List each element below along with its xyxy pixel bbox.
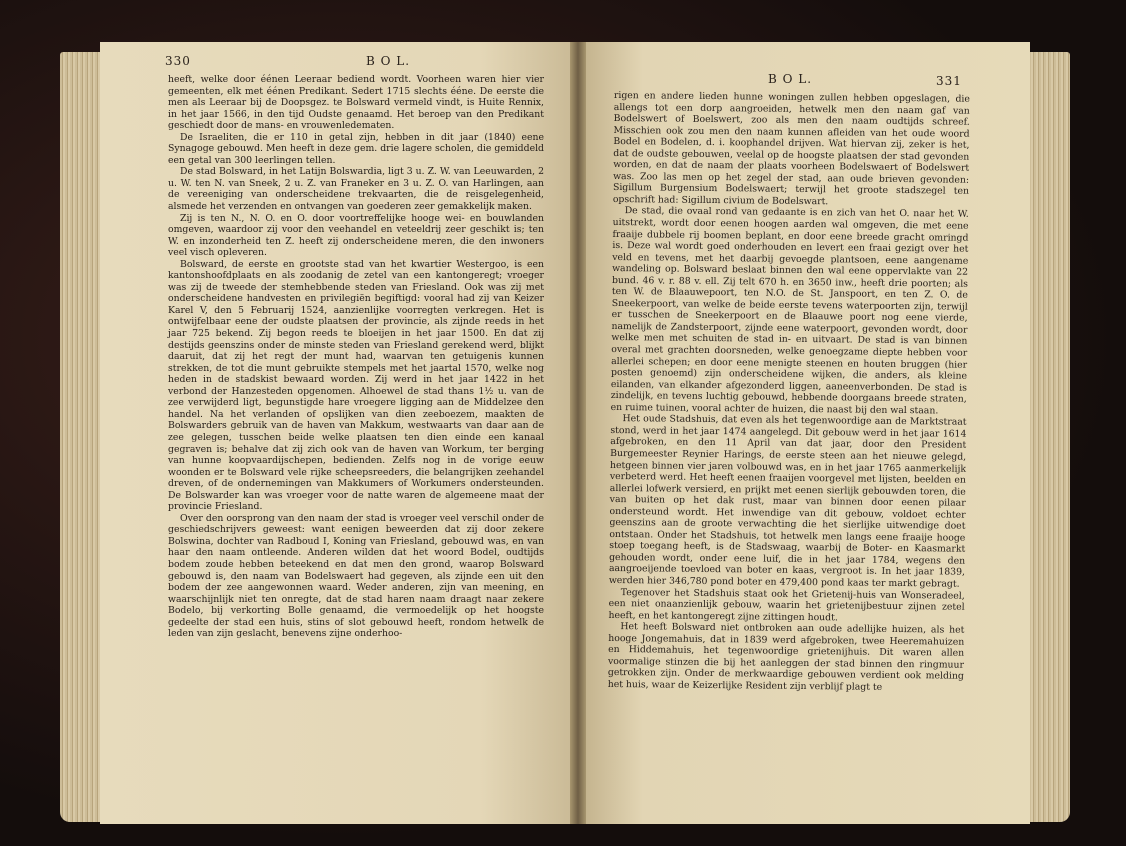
right-page-edges — [1026, 52, 1070, 822]
right-page-text — [608, 90, 970, 694]
left-page-number — [165, 54, 191, 68]
book-gutter — [570, 42, 586, 824]
paragraph: Het oude Stadshuis, dat even als het tegenwoordige aan de Marktstraat stond, werd in het jaar 1474 aangelegd. Dit gebouw werd in het jaar 1614 afgebroken, en den 11 April van dat jaar, door den President Burgemeester Reynier Harings, de eerste steen aan het nieuwe gelegd, hetgeen binnen vier jaren volbouwd was, en in het jaar 1765 aanmerkelijk verbeterd werd. Het heeft eenen fraaijen voorgevel met lijsten, beelden en allerlei lofwerk versierd, en prijkt met eenen sierlijk gebouwden toren, die van buiten op het dak rust, maar van binnen door eenen pilaar ondersteund wordt. Het inwendige van dit gebouw, voldoet echter geenszins aan de groote verwachting die het sierlijke uitwendige doet ontstaan. Onder het Stadshuis, tot hetwelk men langs eene fraaije hooge stoep toegang heeft, is de Stadswaag, waarbij de Boter- en Kaasmarkt gehouden wordt, onder eene luif, die in het jaar 1784, wegens den aangroeijende toevloed van boter en kaas, vergroot is. In het jaar 1839, werden hier 346,780 pond boter en 479,400 pond kaas ter markt gebragt. — [608, 413, 967, 590]
paragraph: Zij is ten N., N. O. en O. door voortreffelijke hooge wei- en bouwlanden omgeven, waardoor zij voor den veehandel en veteeldrij zeer geschikt is; ten W. en inzonderheid ten Z. heeft zij onderscheidene meren, die den inwoners veel visch opleveren. — [168, 212, 544, 259]
page-number-331: 331 — [936, 74, 962, 88]
paragraph: Tegenover het Stadshuis staat ook het Grietenij-huis van Wonseradeel, een niet onaanzienlijk gebouw, waarin het grietenijbestuur zijnen zetel heeft, en het kantongeregt zijne zittingen houdt. — [608, 586, 965, 623]
page-number-330: 330 — [165, 54, 191, 68]
left-running-head: B O L. — [366, 54, 411, 68]
paragraph: De Israeliten, die er 110 in getal zijn, hebben in dit jaar (1840) eene Synagoge gebouwd. Men heeft in deze gem. drie lagere scholen, die gemiddeld een getal van 300 leerlingen tellen. — [168, 131, 544, 166]
right-page-number — [936, 74, 962, 88]
paragraph: De stad, die ovaal rond van gedaante is en zich van het O. naar het W. uitstrekt, wordt door eenen hoogen aarden wal omgeven, die met eene fraaije dubbele rij boomen beplant, en door eene breede gracht omringd is. Deze wal wordt goed onderhouden en levert een fraai gezigt over het veld en tevens, met het daarbij gevoegde plantsoen, eene aangename wandeling op. Bolsward beslaat binnen den wal eene oppervlakte van 22 bund. 46 v. r. 88 v. ell. Zij telt 670 h. en 3650 inw., heeft drie poorten; als ten W. de Blaauwepoort, ten N.O. de St. Janspoort, en ten Z. O. de Sneekerpoort, van welke de beide eerste tevens waterpoorten zijn, terwijl er tusschen de Sneekerpoort en de Blaauwe poort nog eene vierde, namelijk de Zandsterpoort, zijnde eene waterpoort, gevonden wordt, door welke men met schuiten de stad in- en uitvaart. De stad is van binnen overal met grachten doorsneden, welke genoegzame diepte hebben voor allerlei schepen; en door eene menigte steenen en houten bruggen (hier posten genoemd) zijn onderscheidene wijken, die anders, als kleine eilanden, van elkander afgezonderd liggen, aaneenverbonden. De stad is zindelijk, en tevens luchtig gebouwd, hebbende doorgaans breede straten, en ruime tuinen, vooral achter de huizen, die naast bij den wal staan. — [610, 205, 969, 417]
paragraph: Bolsward, de eerste en grootste stad van het kwartier Westergoo, is een kantonshoofdplaats en als zoodanig de zetel van een kantongeregt; vroeger was zij de tweede der stemhebbende steden van Friesland. Ook was zij met onderscheidene handvesten en privilegiën begiftigd: vooral had zij van Keizer Karel V, den 5 Februarij 1524, aanzienlijke voorregten verkregen. Het is ontwijfelbaar eene der oudste plaatsen der provincie, als zijnde reeds in het jaar 725 bekend. Zij begon reeds te bloeijen in het jaar 1500. En dat zij destijds geenszins onder de minste steden van Friesland gerekend werd, blijkt daaruit, dat zij het regt der munt had, waarvan ten getuigenis kunnen strekken, de tot die munt gebruikte stempels met het jaartal 1570, welke nog heden in de stadskist bewaard worden. Zij werd in het jaar 1422 in het verbond der Hanzesteden opgenomen. Alhoewel de stad thans 1½ u. van de zee verwijderd ligt, begunstigde hare vroegere ligging aan de Middelzee den handel. Na het verlanden of opslijken van dien zeeboezem, maakten de Bolswarders gebruik van de haven van Makkum, westwaarts van daar aan de zee gelegen, tusschen beide welke plaatsen ten dien einde een kanaal gegraven is; behalve dat zij zich ook van de haven van Workum, ter berging van hunne koopvaardijschepen, bedienden. Zelfs nog in de vorige eeuw woonden er te Bolsward vele rijke scheepsreeders, die belangrijken zeehandel dreven, of de ondernemingen van Makkumers of Workumers ondersteunden. De Bolswarder kan was vroeger voor de natte waren de algemeene maat der provincie Friesland. — [168, 258, 544, 513]
paragraph: Over den oorsprong van den naam der stad is vroeger veel verschil onder de geschiedschrijvers geweest: want eenigen beweerden dat zij door zekere Bolswina, dochter van Radboud I, Koning van Friesland, gebouwd was, en van haar den naam ontleende. Anderen wilden dat het woord Bodel, oudtijds bodem zoude hebben beteekend en dat men den grond, waarop Bolsward gebouwd is, den naam van Bodelswaert had gegeven, als zijnde een uit den bodem der zee aangewonnen waard. Weder anderen, zijn van meening, en waarschijnlijk niet ten onregte, dat de stad haren naam draagt naar zekere Bodelo, bij verkorting Bolle genaamd, die vermoedelijk op het hoogste gedeelte der stad een huis, stins of slot gebouwd heeft, rondom hetwelk de leden van zijn geslacht, benevens zijne onderhoo- — [168, 512, 544, 640]
paragraph: De stad Bolsward, in het Latijn Bolswardia, ligt 3 u. Z. W. van Leeuwarden, 2 u. W. ten N. van Sneek, 2 u. Z. van Franeker en 3 u. Z. O. van Harlingen, aan de vereeniging van onderscheidene trekvaarten, die de reisgelegenheid, alsmede het verzenden en ontvangen van goederen zeer gemakkelijk maken. — [168, 166, 544, 213]
left-page-text — [168, 74, 544, 640]
paragraph: rigen en andere lieden hunne woningen zullen hebben opgeslagen, die allengs tot een dorp aangroeiden, hetwelk men den naam gaf van Bodelswert of Boelswert, zoo als men den naam oudtijds schreef. Misschien ook zou men den naam kunnen afleiden van het oude woord Bodel en Bodelen, d. i. koophandel drijven. Wat hiervan zij, zeker is het, dat de oudste gebouwen, veelal op de hoogste plaatsen der stad gevonden worden, en dat de naam der plaats voorheen Bodelswaert of Bodelswert was. Zoo las men op het zegel der stad, aan oude brieven gevonden: Sigillum Burgensium Bodelswaert; terwijl het groote stadszegel ten opschrift had: Sigillum civium de Bodelswart. — [612, 90, 970, 208]
right-running-head: B O L. — [768, 72, 813, 86]
paragraph: heeft, welke door éénen Leeraar bediend wordt. Voorheen waren hier vier gemeenten, elk met éénen Predikant. Sedert 1715 slechts ééne. De eerste die men als Leeraar bij de Doopsgez. te Bolsward vermeld vindt, is Huite Rennix, in het jaar 1566, in den tijd Oudste genaamd. Het beroep van den Predikant geschiedt door de mans- en vrouwenledematen. — [168, 74, 544, 132]
paragraph: Het heeft Bolsward niet ontbroken aan oude adellijke huizen, als het hooge Jongemahuis, dat in 1839 werd afgebroken, twee Heeremahuizen en Hiddemahuis, het tegenwoordige grietenijhuis. Dit waren allen voormalige stinzen die bij het aanleggen der stad binnen den ringmuur getrokken zijn. Onder de merkwaardige gebouwen verdient ook melding het huis, waar de Keizerlijke Resident zijn verblijf plagt te — [607, 621, 965, 693]
